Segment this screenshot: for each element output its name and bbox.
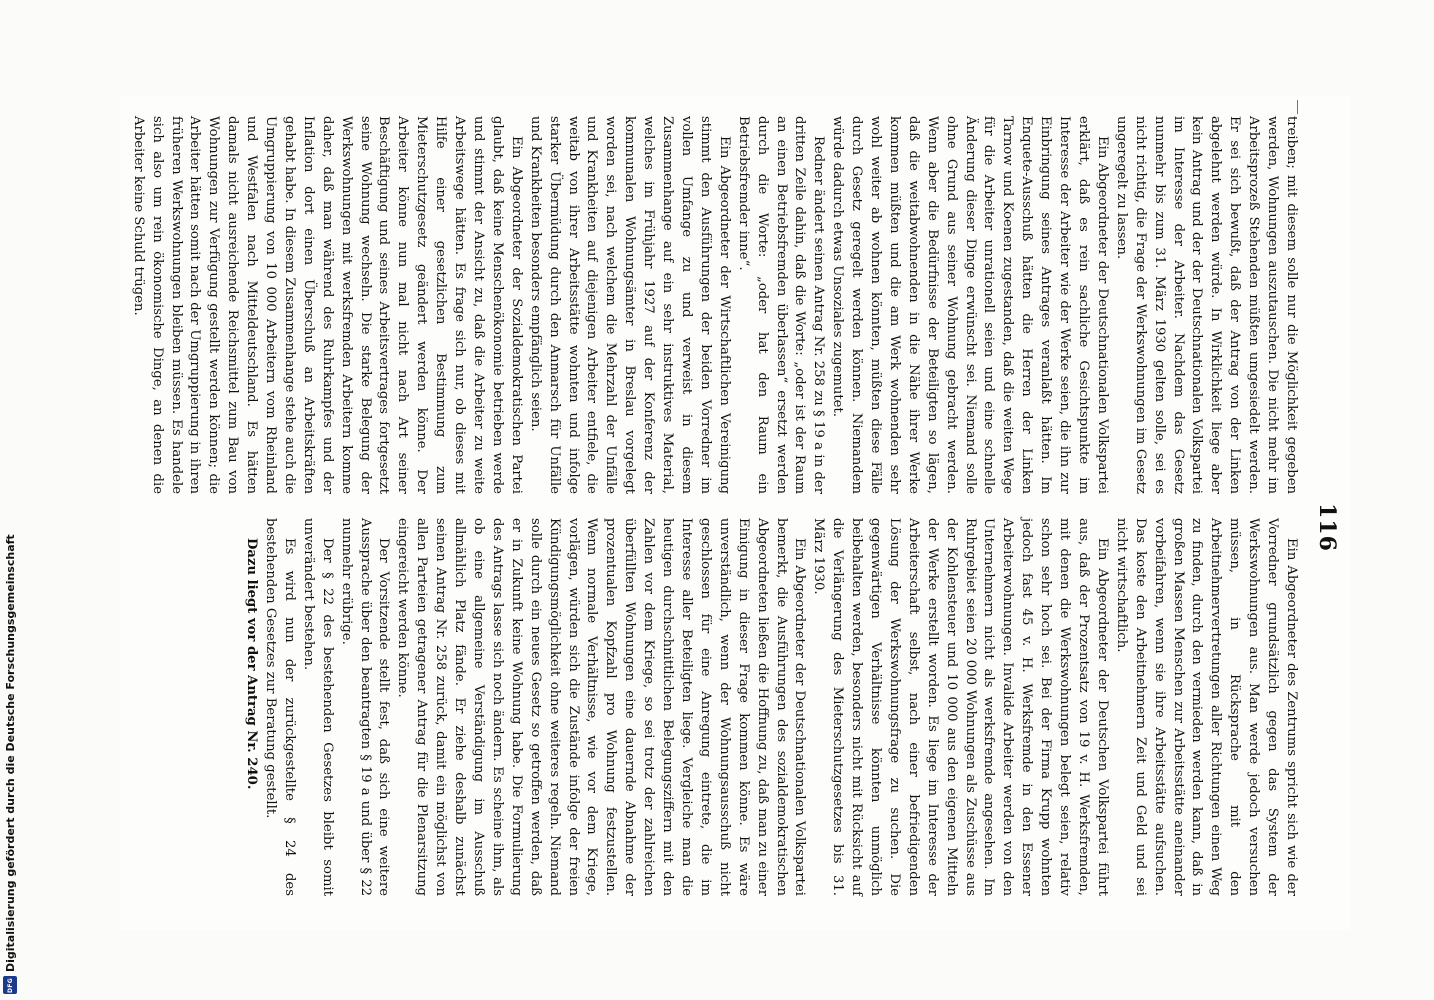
paragraph: Ein Abgeordneter der Deutschnationalen Volkspartei bemerkt, die Ausführungen des sozialdemokratischen Abgeordneten ließen die Hoffnung zu, daß man zu einer Einigung in dieser Frage kommen könne. Es wäre unverständlich, wenn der Wohnungsausschuß nicht geschlossen für eine Anregung eintrete, die im Interesse aller Beteiligten liege. Vergleiche man die heutigen durchschnittlichen Belegungsziffern mit den Zahlen vor dem Kriege, so sei trotz der zahlreichen überfüllten Wohnungen eine dauernde Abnahme der prozentualen Kopfzahl pro Wohnung festzustellen. Wenn normale Verhältnisse, wie vor dem Kriege, vorlägen, würden sich die Zustände infolge der freien Kündigungsmöglichkeit ohne weiteres regeln. Niemand solle durch ein neues Gesetz so getroffen werden, daß er in Zukunft keine Wohnung habe. Die Formulierung des Antrags lasse sich noch ändern. Es scheine ihm, als ob eine allgemeine Verständigung im Ausschuß allmählich Platz fände. Er ziehe deshalb zunächst seinen Antrag Nr. 258 zurück, damit ein möglichst von allen Parteien getragener Antrag für die Plenarsitzung eingereicht werden könne. <box>395 518 808 896</box>
page-number: 116 <box>1314 503 1340 552</box>
paragraph: Redner ändert seinen Antrag Nr. 258 zu § 19 a in der dritten Zeile dahin, daß die Worte: „oder ist der Raum an einen Betriebsfremden überlassen“ ersetzt werden durch die Worte: „oder hat den Raum ein Betriebsfremder inne“. <box>735 116 827 494</box>
paragraph: Ein Abgeordneter des Zentrums spricht sich wie der Vorredner grundsätzlich gegen das System der Werkswohnungen aus. Man werde jedoch versuchen müssen, in Rücksprache mit den Arbeitnehmervertretungen aller Richtungen einen Weg zu finden, durch den vermieden werden kann, daß in großen Massen Menschen zur Arbeitsstätte aneinander vorbeifahren, wenn sie ihre Arbeitsstätte aufsuchen. Das koste den Arbeitnehmern Zeit und Geld und sei nicht wirtschaftlich. <box>1113 518 1299 896</box>
left-text-column <box>130 116 1300 494</box>
digitization-credit <box>0 534 22 1000</box>
rotated-page-content <box>130 98 1342 928</box>
paragraph: Ein Abgeordneter der Wirtschaftlichen Vereinigung stimmt den Ausführungen der beiden Vorredner im vollen Umfange zu und verweist in diesem Zusammenhange auf ein sehr instruktives Material, welches im Frühjahr 1927 auf der Konferenz der kommunalen Wohnungsämter in Breslau vorgelegt worden sei, nach welchem die Mehrzahl der Unfälle und Krankheiten auf diejenigen Arbeiter entfiele, die weitab von ihrer Arbeitsstätte wohnten und infolge starker Übermüdung durch den Anmarsch für Unfälle und Krankheiten besonders empfänglich seien. <box>527 116 732 494</box>
paragraph: Ein Abgeordneter der Deutschnationalen Volkspartei erklärt, daß es rein sachliche Gesichtspunkte im Interesse der Arbeiter wie der Werke seien, die ihn zur Einbringung seines Antrages veranlaßt hätten. Im Enquete-Ausschuß hätten die Herren der Linken Tarnow und Koenen zugestanden, daß die weiten Wege für die Arbeiter unrationell seien und eine schnelle Änderung dieser Dinge erwünscht sei. Niemand solle ohne Grund aus seiner Wohnung gebracht werden. Wenn aber die Bedürfnisse der Beteiligten so lägen, daß die weitabwohnenden in die Nähe ihrer Werke kommen müßten und die am Werk wohnenden sehr wohl weiter ab wohnen könnten, müßten diese Fälle durch Gesetz geregelt werden können. Niemandem würde dadurch etwas Unsoziales zugemutet. <box>830 116 1110 494</box>
paragraph: Es wird nun der zurückgestellte § 24 des bestehenden Gesetzes zur Beratung gestellt. <box>263 518 297 896</box>
paragraph: Ein Abgeordneter der Sozialdemokratischen Partei glaubt, daß keine Menschenökonomie betrieben werde und stimmt der Ansicht zu, daß die Arbeiter zu weite Arbeitswege hätten. Es frage sich nur, ob dieses mit Hilfe einer gesetzlichen Bestimmung zum Mieterschutzgesetz geändert werden könne. Der Arbeiter könne nun mal nicht nach Art seiner Beschäftigung und seines Arbeitsvertrages fortgesetzt seine Wohnung wechseln. Die starke Belegung der Werkswohnungen mit werksfremden Arbeitern komme daher, daß man während des Ruhrkampfes und der Inflation dort einen Überschuß an Arbeitskräften gehabt habe. In diesem Zusammenhange stehe auch die Umgruppierung von 10 000 Arbeitern vom Rheinland und Westfalen nach Mitteldeutschland. Es hätten damals nicht ausreichende Reichsmittel zum Bau von Wohnungen zur Verfügung gestellt werden können; die Arbeiter hätten somit nach der Umgruppierung in ihren früheren Werkswohnungen bleiben müssen. Es handele sich also um rein ökonomische Dinge, an denen die Arbeiter keine Schuld trügen. <box>130 116 524 494</box>
paragraph: Der Vorsitzende stellt fest, daß sich eine weitere Aussprache über den beantragten § 19 a und über § 22 nunmehr erübrige. <box>338 518 392 896</box>
right-text-column <box>210 518 1300 896</box>
paragraph-intro: treiben; mit diesem solle nur die Möglichkeit gegeben werden, Wohnungen auszutauschen. Die nicht mehr im Arbeitsprozeß Stehenden müßten umgesiedelt werden. Er sei sich bewußt, daß der Antrag von der Linken abgelehnt werden würde. In Wirklichkeit liege aber kein Antrag und der der Deutschnationalen Volkspartei im Interesse der Arbeiter. Nachdem das Gesetz nunmehr bis zum 31. März 1930 gelten solle, sei es nicht richtig, die Frage der Werkswohnungen im Gesetz ungeregelt zu lassen. <box>1113 116 1299 494</box>
credit-text: Digitalisierung gefördert durch die Deutsche Forschungsgemeinschaft <box>4 534 17 972</box>
crop-mark <box>1297 100 1298 114</box>
dfg-logo-icon: DFG <box>3 976 17 994</box>
paragraph: Ein Abgeordneter der Deutschen Volkspartei führt aus, daß der Prozentsatz von 19 v. H. Werksfremden, mit denen die Werkswohnungen belegt seien, relativ schon sehr hoch sei. Bei der Firma Krupp wohnten jedoch fast 45 v. H. Werksfremde in den Essener Arbeiterwohnungen. Invalide Arbeiter werden von den Unternehmern nicht als werksfremde angesehen. Im Ruhrgebiet seien 20 000 Wohnungen als Zuschüsse aus der Kohlensteuer und 10 000 aus den eigenen Mitteln der Werke erstellt worden. Es liege im Interesse der Arbeiterschaft selbst, nach einer befriedigenden Lösung der Werkswohnungsfrage zu suchen. Die gegenwärtigen Verhältnisse könnten unmöglich beibehalten werden, besonders nicht mit Rücksicht auf die Verlängerung des Mieterschutzgesetzes bis 31. März 1930. <box>811 518 1110 896</box>
paragraph: Der § 22 des bestehenden Gesetzes bleibt somit unverändert bestehen. <box>300 518 335 896</box>
paragraph: Dazu liegt vor der Antrag Nr. 240. <box>244 538 260 790</box>
